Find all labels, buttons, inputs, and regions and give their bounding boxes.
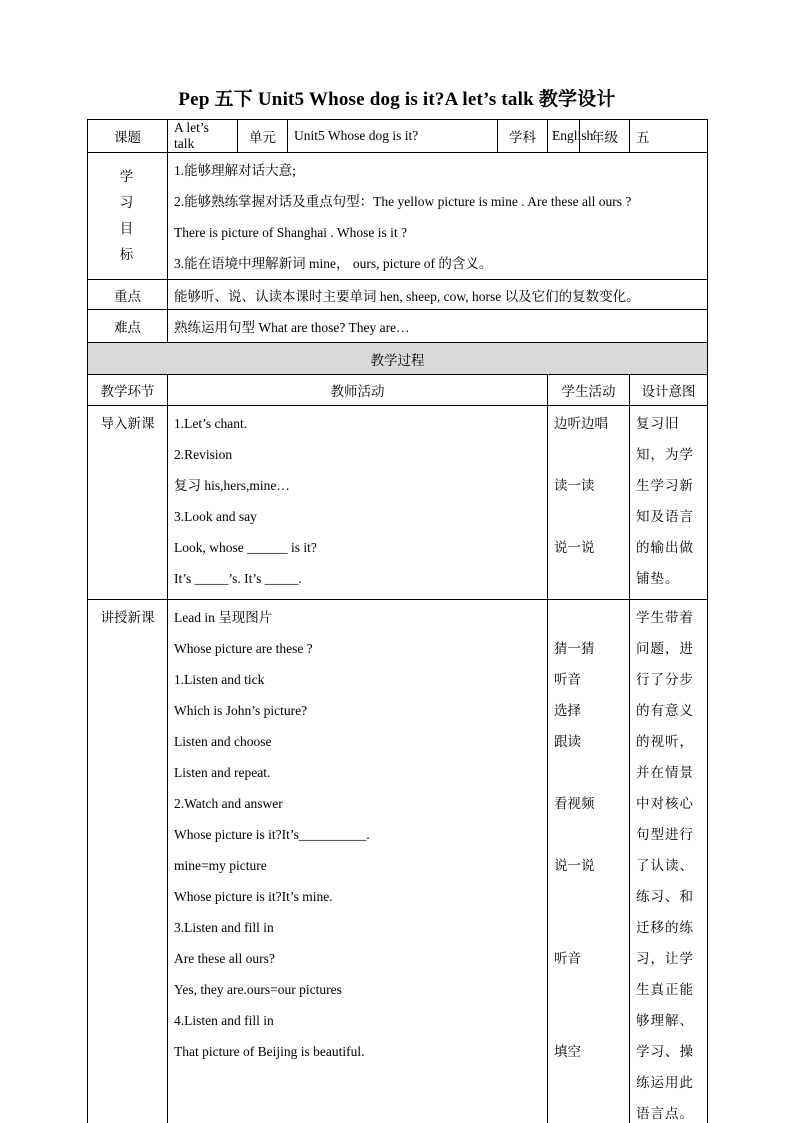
teacher-line: It’s _____’s. It’s _____.: [174, 571, 302, 586]
teacher-line: Listen and choose: [174, 734, 272, 749]
teacher-line: Look, whose ______ is it?: [174, 540, 317, 555]
teacher-line: That picture of Beijing is beautiful.: [174, 1044, 365, 1059]
difficulty-label: 难点: [88, 310, 168, 343]
student-activity-cell: [548, 600, 630, 1123]
section-row: [88, 406, 708, 600]
student-line: 听音: [554, 951, 581, 966]
objectives-label-text: 学习目标: [119, 169, 136, 262]
teacher-line: Whose picture is it?It’s__________.: [174, 827, 370, 842]
student-line: 选择: [554, 703, 581, 718]
process-header: 教学过程: [88, 343, 708, 375]
teacher-line: 4.Listen and fill in: [174, 1013, 274, 1028]
col-header-intent: 设计意图: [630, 375, 708, 406]
col-header-student: 学生活动: [548, 375, 630, 406]
student-line: 听音: [554, 672, 581, 687]
objective-line: There is picture of Shanghai . Whose is it ?: [174, 225, 407, 240]
teacher-line: 复习 his,hers,mine…: [174, 478, 290, 493]
column-header-row: [88, 375, 708, 406]
subject-value: [548, 120, 594, 153]
student-line: [554, 881, 623, 912]
student-line: [554, 757, 623, 788]
topic-label: 课题: [88, 120, 168, 153]
lesson-plan-table: [87, 119, 708, 1123]
student-line: 看视频: [554, 796, 595, 811]
teacher-line: Listen and repeat.: [174, 765, 271, 780]
teacher-activity-cell: [168, 406, 548, 600]
page-title: Pep 五下 Unit5 Whose dog is it?A let’s talk 教学设计: [178, 89, 616, 110]
keypoint-row: [88, 280, 708, 310]
student-line: [554, 974, 623, 1005]
teacher-line: 3.Look and say: [174, 509, 257, 524]
student-line: [554, 819, 623, 850]
student-line: 说一说: [554, 540, 595, 555]
process-header-row: [88, 343, 708, 375]
topic-value: A let’s talk: [168, 120, 238, 153]
keypoint-value: 能够听、说、认读本课时主要单词 hen, sheep, cow, horse 以及它们的复数变化。: [168, 280, 708, 310]
teacher-line: 1.Let’s chant.: [174, 416, 248, 431]
unit-label: 单元: [238, 120, 288, 153]
teacher-line: Whose picture are these ?: [174, 641, 313, 656]
section-row: [88, 600, 708, 1123]
student-line: [554, 1005, 623, 1036]
teacher-line: Which is John’s picture?: [174, 703, 308, 718]
subject-value-text: English: [552, 128, 594, 143]
teacher-line: 3.Listen and fill in: [174, 920, 274, 935]
stage-cell: 讲授新课: [88, 600, 168, 1123]
stage-cell: 导入新课: [88, 406, 168, 600]
student-line: 跟读: [554, 734, 581, 749]
objective-line: 2.能够熟练掌握对话及重点句型：The yellow picture is mine . Are these all ours ?: [174, 194, 632, 209]
teacher-line: Yes, they are.ours=our pictures: [174, 982, 342, 997]
student-activity-cell: [548, 406, 630, 600]
teacher-line: Lead in 呈现图片: [174, 610, 273, 625]
objectives-label: [88, 153, 168, 280]
design-intent-cell: 学生带着问题，进行了分步的有意义的视听，并在情景中对核心句型进行了认读、练习、和迁移的练习，让学生真正能够理解、学习、操练运用此语言点。: [630, 600, 708, 1123]
subject-label: 学科: [498, 120, 548, 153]
teacher-line: mine=my picture: [174, 858, 267, 873]
difficulty-row: [88, 310, 708, 343]
student-line: [554, 602, 623, 633]
student-line: 说一说: [554, 858, 595, 873]
student-line: [554, 501, 623, 532]
student-line: [554, 439, 623, 470]
col-header-stage: 教学环节: [88, 375, 168, 406]
difficulty-value: 熟练运用句型 What are those? They are…: [168, 310, 708, 343]
objectives-content: [168, 153, 708, 280]
design-intent-cell: 复习旧知，为学生学习新知及语言的输出做铺垫。: [630, 406, 708, 600]
teacher-line: Are these all ours?: [174, 951, 275, 966]
objective-line: 3.能在语境中理解新词 mine， ours, picture of 的含义。: [174, 256, 493, 271]
col-header-teacher: 教师活动: [168, 375, 548, 406]
teacher-line: 1.Listen and tick: [174, 672, 265, 687]
unit-value: Unit5 Whose dog is it?: [288, 120, 498, 153]
student-line: 读一读: [554, 478, 595, 493]
teacher-line: 2.Revision: [174, 447, 233, 462]
header-row: [88, 120, 708, 153]
grade-label: 年级: [580, 120, 630, 153]
student-line: 猜一猜: [554, 641, 595, 656]
student-line: [554, 912, 623, 943]
teacher-activity-cell: [168, 600, 548, 1123]
teacher-line: 2.Watch and answer: [174, 796, 283, 811]
grade-value: 五: [630, 120, 708, 153]
student-line: 填空: [554, 1044, 581, 1059]
student-line: [554, 563, 623, 594]
student-line: 边听边唱: [554, 416, 608, 431]
keypoint-label: 重点: [88, 280, 168, 310]
objective-line: 1.能够理解对话大意;: [174, 163, 296, 178]
objectives-row: [88, 153, 708, 280]
teacher-line: Whose picture is it?It’s mine.: [174, 889, 333, 904]
